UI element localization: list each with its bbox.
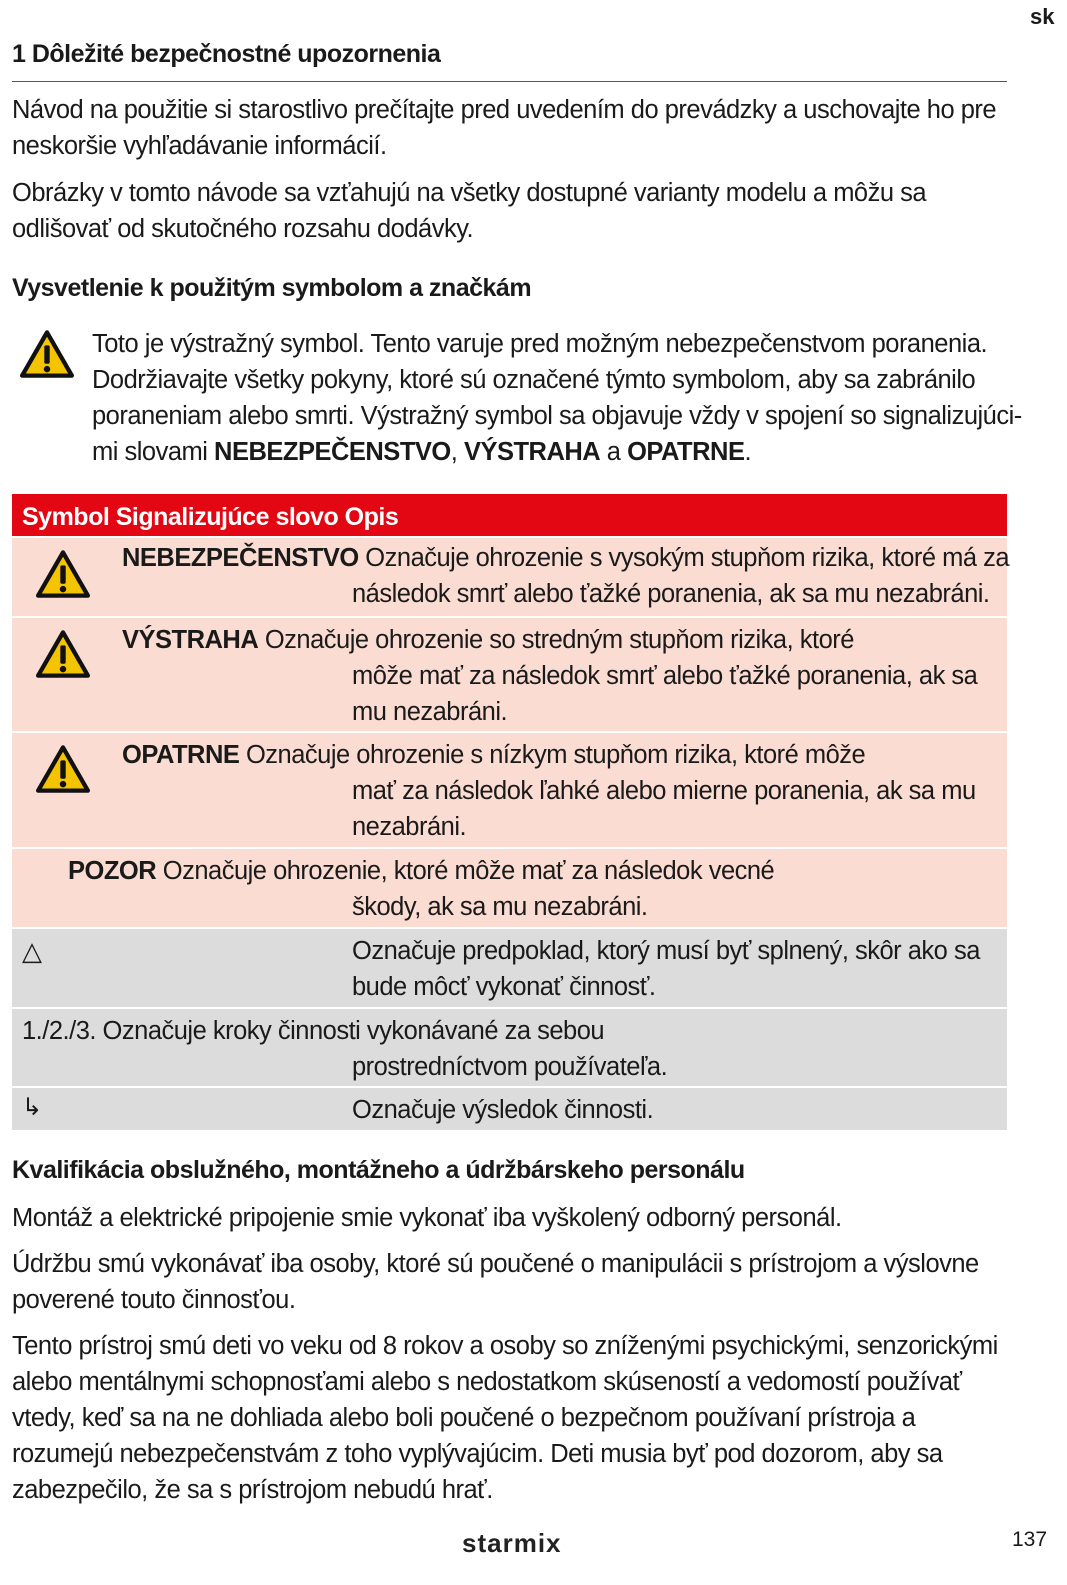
result-arrow-icon: ↳: [22, 1094, 42, 1121]
caution-triangle-icon: [36, 745, 90, 793]
row-caution-line1: [122, 737, 865, 773]
prerequisite-triangle-icon: △: [22, 936, 42, 966]
page-number: 137: [1012, 1528, 1048, 1551]
warning-triangle-icon: [20, 330, 74, 378]
row-steps-line1: 1./2./3. Označuje kroky činnosti vykonávané za sebou: [22, 1017, 605, 1045]
signal-word: VÝSTRAHA: [122, 626, 259, 654]
row-warning-cont: môže mať za následok smrť alebo ťažké poranenia, ak sa mu nezabráni.: [352, 662, 978, 726]
signal-word-danger: NEBEZPEČENSTVO: [214, 438, 451, 466]
warning-symbol-note: [92, 326, 1022, 470]
warning-note-text: Toto je výstražný symbol. Tento varuje pred možným nebezpečenstvom poranenia. Dodržiavajte všetky pokyny, ktoré sú označené týmto symbolom, aby sa zabránilo poraneniam alebo smrti. Výstražný symbol sa objavuje vždy v spojení so signalizujúci-mi slovami: [92, 330, 1022, 466]
signal-word-caution: OPATRNE: [627, 438, 745, 466]
row-steps-cont: prostredníctvom používateľa.: [352, 1053, 668, 1081]
table-row-warning: [12, 616, 1007, 731]
intro-paragraph-1: Návod na použitie si starostlivo prečítajte pred uvedením do prevádzky a uschovajte ho pre neskoršie vyhľadávanie informácií.: [12, 96, 997, 160]
table-row-result: [12, 1086, 1007, 1130]
row-prerequisite-text: Označuje predpoklad, ktorý musí byť splnený, skôr ako sa bude môcť vykonať činnosť.: [352, 937, 980, 1001]
separator: .: [744, 438, 752, 466]
qualification-paragraph-1: Montáž a elektrické pripojenie smie vykonať iba vyškolený odborný personál.: [12, 1204, 842, 1232]
qualification-paragraph-2: Údržbu smú vykonávať iba osoby, ktoré sú poučené o manipulácii s prístrojom a výslovne poverené touto činnosťou.: [12, 1250, 979, 1314]
table-row-steps: [12, 1007, 1007, 1086]
signal-word: NEBEZPEČENSTVO: [122, 544, 359, 572]
row-result-text: Označuje výsledok činnosti.: [352, 1096, 654, 1124]
warning-triangle-icon: [36, 630, 90, 678]
row-notice-cont: škody, ak sa mu nezabráni.: [352, 893, 648, 921]
row-danger-cont: následok smrť alebo ťažké poranenia, ak sa mu nezabráni.: [352, 580, 990, 608]
table-row-prerequisite: [12, 927, 1007, 1007]
table-header: Symbol Signalizujúce slovo Opis: [12, 494, 1007, 536]
row-notice-line1: [68, 853, 774, 889]
qualification-heading: Kvalifikácia obslužného, montážneho a údržbárskeho personálu: [12, 1156, 745, 1184]
separator: a: [600, 438, 628, 466]
signal-word: POZOR: [68, 857, 157, 885]
table-row-danger: [12, 536, 1010, 616]
row-warning-line1: [122, 622, 854, 658]
row-desc: Označuje ohrozenie, ktoré môže mať za následok vecné: [156, 857, 775, 885]
page-title: 1 Dôležité bezpečnostné upozornenia: [12, 40, 1007, 82]
danger-triangle-icon: [36, 550, 90, 598]
row-danger-line1: [122, 540, 1009, 576]
signal-word: OPATRNE: [122, 741, 240, 769]
language-code: sk: [1030, 4, 1055, 29]
intro-paragraph-2: Obrázky v tomto návode sa vzťahujú na všetky dostupné varianty modelu a môžu sa odlišovať od skutočného rozsahu dodávky.: [12, 179, 927, 243]
row-desc: Označuje ohrozenie so stredným stupňom rizika, ktoré: [258, 626, 854, 654]
starmix-logo: starmix: [462, 1528, 562, 1558]
qualification-paragraph-3: Tento prístroj smú deti vo veku od 8 rokov a osoby so zníženými psychickými, senzorickými alebo mentálnymi schopnosťami alebo s nedostatkom skúseností a vedomostí používať vtedy, keď sa na ne dohliada alebo boli poučené o bezpečnom používaní prístroja a rozumejú nebezpečenstvám z toho vyplývajúcim. Deti musia byť pod dozorom, aby sa zabezpečilo, že sa s prístrojom nebudú hrať.: [12, 1332, 998, 1504]
row-desc: Označuje ohrozenie s vysokým stupňom rizika, ktoré má za: [358, 544, 1010, 572]
row-desc: Označuje ohrozenie s nízkym stupňom rizika, ktoré môže: [239, 741, 866, 769]
symbols-heading: Vysvetlenie k použitým symbolom a značkám: [12, 274, 532, 302]
table-row-caution: [12, 731, 1007, 847]
symbols-table: [12, 494, 1010, 1130]
separator: ,: [450, 438, 458, 466]
signal-word-warning: VÝSTRAHA: [463, 438, 601, 466]
row-caution-cont: mať za následok ľahké alebo mierne poranenia, ak sa mu nezabráni.: [352, 777, 976, 841]
table-row-notice: [12, 847, 1007, 927]
